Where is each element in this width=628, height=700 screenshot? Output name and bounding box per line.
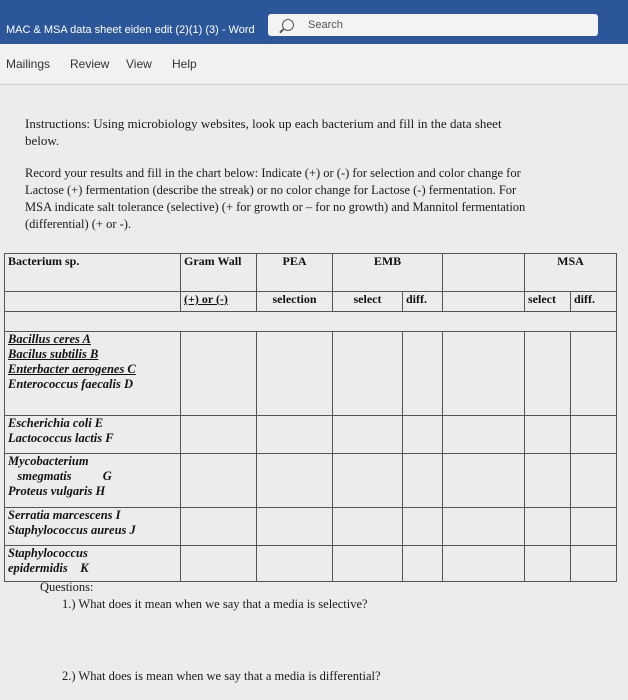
result-cell[interactable] (257, 416, 333, 454)
result-cell[interactable] (403, 332, 443, 416)
subheader-blank (5, 292, 181, 312)
result-cell[interactable] (181, 546, 257, 582)
ribbon-tabs (0, 44, 628, 85)
header-gram-sub: (+) or (-) (181, 292, 257, 312)
organism-name: Lactococcus lactis F (8, 431, 114, 445)
tab-mailings[interactable]: Mailings (6, 57, 51, 71)
title-bar (0, 0, 628, 44)
search-box[interactable] (268, 14, 598, 36)
document-page[interactable] (0, 85, 628, 700)
questions-label: Questions: (40, 580, 94, 594)
tab-review[interactable]: Review (70, 57, 110, 71)
organism-name: Bacillus ceres A (8, 332, 91, 346)
header-bacterium: Bacterium sp. (5, 254, 181, 292)
tab-view[interactable]: View (126, 57, 152, 71)
question-2: 2.) What does is mean when we say that a media is differential? (62, 669, 381, 683)
result-cell[interactable] (257, 508, 333, 546)
result-cell[interactable] (403, 546, 443, 582)
organism-cell (5, 454, 181, 508)
result-cell[interactable] (525, 546, 571, 582)
header-msa: MSA (525, 254, 617, 292)
result-cell[interactable] (403, 454, 443, 508)
document-title: MAC & MSA data sheet eiden edit (2)(1) (3) - Word (6, 24, 255, 36)
result-cell[interactable] (525, 332, 571, 416)
result-cell[interactable] (525, 508, 571, 546)
organism-name: Staphylococcus aureus J (8, 523, 136, 537)
header-gram: Gram Wall (181, 254, 257, 292)
result-cell[interactable] (257, 454, 333, 508)
result-cell[interactable] (571, 416, 617, 454)
questions-block (40, 579, 368, 613)
header-pea-selection: selection (257, 292, 333, 312)
search-icon (282, 19, 294, 31)
result-cell[interactable] (571, 546, 617, 582)
result-cell[interactable] (181, 454, 257, 508)
search-placeholder: Search (308, 19, 343, 31)
result-cell[interactable] (257, 546, 333, 582)
result-cell[interactable] (443, 332, 525, 416)
organism-name: smegmatis G (8, 469, 112, 483)
instructions-text: Instructions: Using microbiology websites, look up each bacterium and fill in the data sheet below. (25, 116, 502, 148)
header-emb-diff: diff. (403, 292, 443, 312)
result-cell[interactable] (181, 416, 257, 454)
organism-name: Enterococcus faecalis D (8, 377, 133, 391)
record-text: Record your results and fill in the chart below: Indicate (+) or (-) for selection and color change for Lactose (+) fermentation (describe the streak) or no color change for Lactose (-) fermentation. For MSA indicate salt tolerance (selective) (+ for growth or – for no growth) and Mannitol fermentation (differential) (+ or -). (25, 166, 526, 231)
result-cell[interactable] (571, 454, 617, 508)
result-cell[interactable] (181, 332, 257, 416)
result-cell[interactable] (333, 454, 403, 508)
organism-cell (5, 332, 181, 416)
header-emb-select: select (333, 292, 403, 312)
data-sheet-table (4, 253, 617, 582)
question-1: 1.) What does it mean when we say that a media is selective? (62, 597, 368, 611)
header-msa-select: select (525, 292, 571, 312)
result-cell[interactable] (181, 508, 257, 546)
header-msa-diff: diff. (571, 292, 617, 312)
organism-cell (5, 508, 181, 546)
result-cell[interactable] (525, 454, 571, 508)
result-cell[interactable] (443, 546, 525, 582)
result-cell[interactable] (443, 416, 525, 454)
result-cell[interactable] (257, 332, 333, 416)
organism-cell (5, 546, 181, 582)
result-cell[interactable] (443, 508, 525, 546)
organism-name: Serratia marcescens I (8, 508, 121, 522)
header-pea: PEA (257, 254, 333, 292)
organism-name: Staphylococcus (8, 546, 88, 560)
result-cell[interactable] (571, 332, 617, 416)
tab-help[interactable]: Help (172, 57, 197, 71)
organism-cell (5, 416, 181, 454)
result-cell[interactable] (443, 454, 525, 508)
result-cell[interactable] (525, 416, 571, 454)
header-blank (443, 254, 525, 292)
organism-name: Mycobacterium (8, 454, 89, 468)
spacer-row (5, 312, 617, 332)
result-cell[interactable] (571, 508, 617, 546)
result-cell[interactable] (333, 508, 403, 546)
header-emb: EMB (333, 254, 443, 292)
organism-name: Bacilus subtilis B (8, 347, 99, 361)
organism-name: Escherichia coli E (8, 416, 104, 430)
result-cell[interactable] (403, 416, 443, 454)
organism-name: Enterbacter aerogenes C (8, 362, 136, 376)
result-cell[interactable] (333, 546, 403, 582)
result-cell[interactable] (333, 332, 403, 416)
result-cell[interactable] (403, 508, 443, 546)
organism-name: epidermidis K (8, 561, 89, 575)
organism-name: Proteus vulgaris H (8, 484, 106, 498)
subheader-blank-2 (443, 292, 525, 312)
result-cell[interactable] (333, 416, 403, 454)
